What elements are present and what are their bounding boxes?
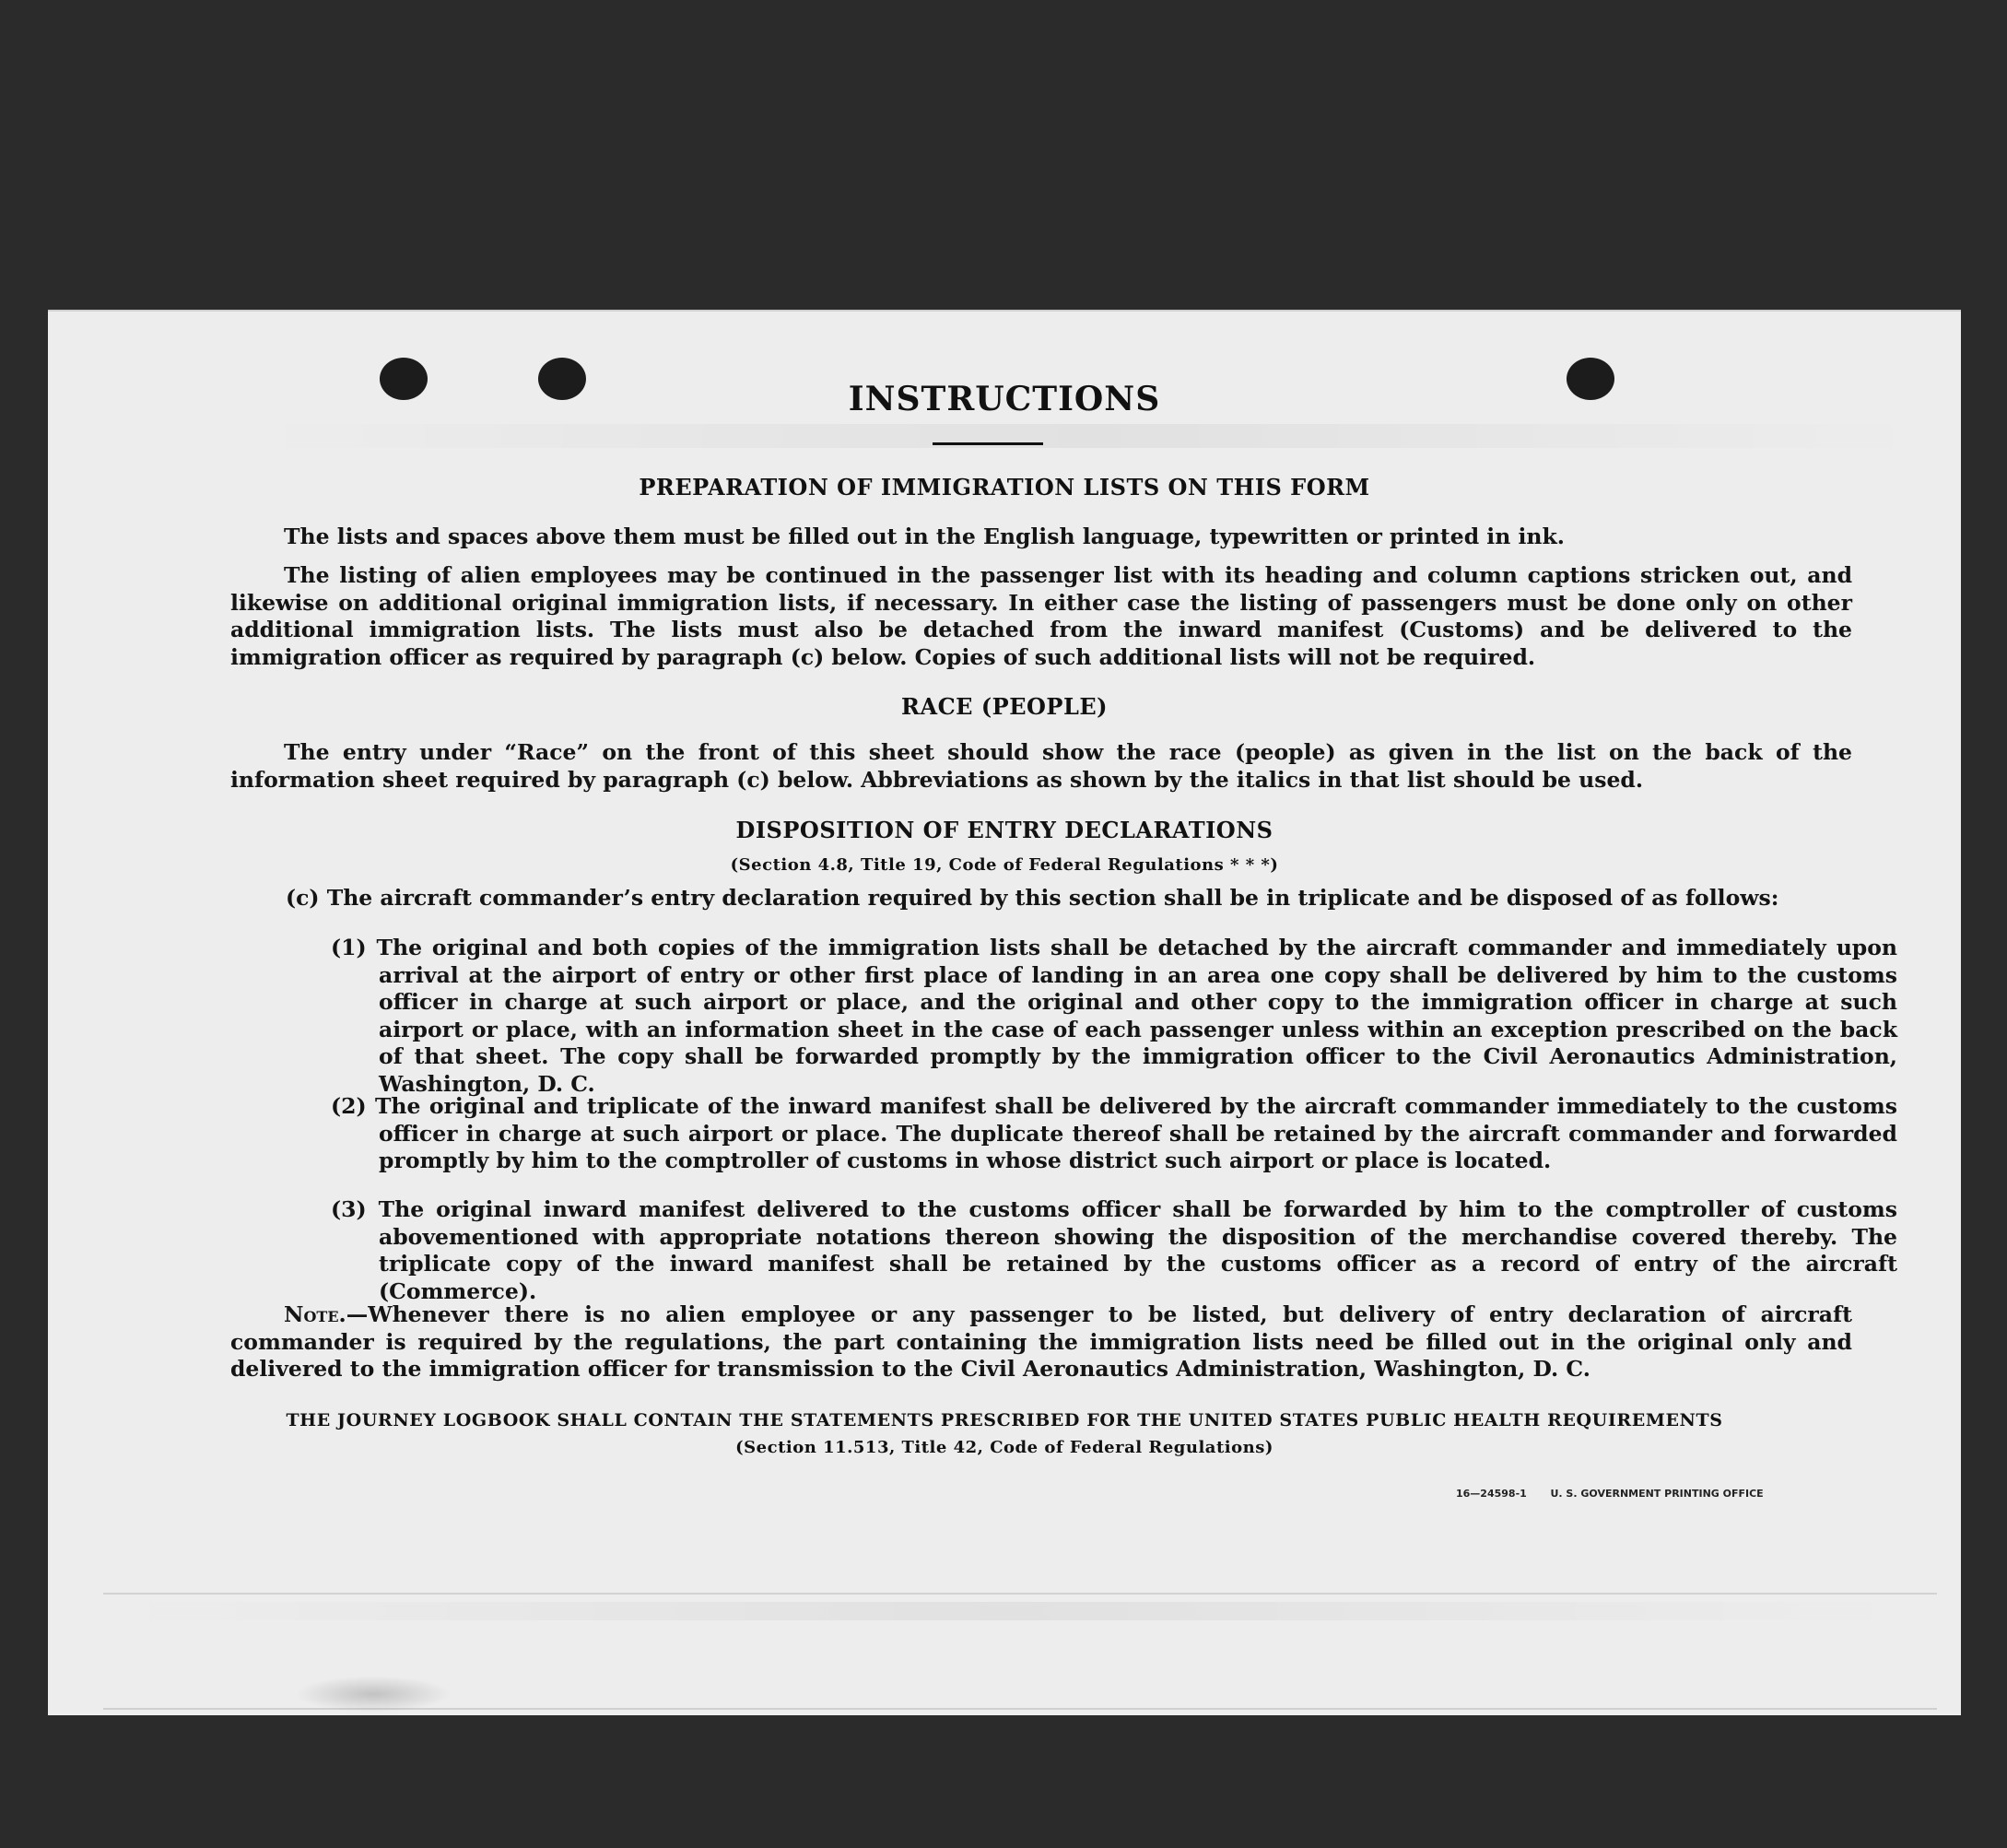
document-sheet (48, 310, 1961, 1715)
document-title: INSTRUCTIONS (848, 380, 1161, 418)
section-subheading-disposition: (Section 4.8, Title 19, Code of Federal Regulations * * *) (730, 855, 1279, 875)
note-text: —Whenever there is no alien employee or any passenger to be listed, but delivery of entry declaration of aircraft commander is required by the regulations, the part containing the immigration lists need be filled out in the original only and delivered to the immigration officer for transmission to the Civil Aeronautics Administration, Washington, D. C. (230, 1301, 1852, 1382)
disposition-item-3: (3) The original inward manifest delivered to the customs officer shall be forwarded by him to the comptroller of customs abovementioned with appropriate notations thereon showing the disposition of the merchandise covered thereby. The triplicate copy of the inward manifest shall be retained by the customs officer as a record of entry of the aircraft (Commerce). (331, 1196, 1897, 1304)
preparation-paragraph-2: The listing of alien employees may be continued in the passenger list with its heading and column captions stricken out, and likewise on additional original immigration lists, if necessary. In either case the listing of passengers must be done only on other additional immigration lists. The lists must also be detached from the inward manifest (Customs) and be delivered to the immigration officer as required by paragraph (c) below. Copies of such additional lists will not be required. (230, 562, 1852, 670)
section-heading-preparation: PREPARATION OF IMMIGRATION LISTS ON THIS FORM (639, 474, 1370, 500)
preparation-paragraph-1: The lists and spaces above them must be filled out in the English language, typewritten or printed in ink. (284, 524, 1565, 549)
printer-imprint: U. S. GOVERNMENT PRINTING OFFICE (1550, 1488, 1764, 1500)
disposition-item-1: (1) The original and both copies of the immigration lists shall be detached by the aircraft commander and immediately upon arrival at the airport of entry or other first place of landing in an area one copy shall be delivered by him to the customs officer in charge at such airport or place, and the original and other copy to the immigration officer in charge at such airport or place, with an information sheet in the case of each passenger unless within an exception prescribed on the back of that sheet. The copy shall be forwarded promptly by the immigration officer to the Civil Aeronautics Administration, Washington, D. C. (331, 935, 1897, 1097)
disposition-item-2: (2) The original and triplicate of the inward manifest shall be delivered by the aircraft commander immediately to the customs officer in charge at such airport or place. The duplicate thereof shall be retained by the aircraft commander and forwarded promptly by him to the comptroller of customs in whose district such airport or place is located. (331, 1093, 1897, 1173)
section-heading-disposition: DISPOSITION OF ENTRY DECLARATIONS (735, 817, 1273, 843)
closing-citation: (Section 11.513, Title 42, Code of Federal Regulations) (735, 1438, 1273, 1457)
note-paragraph (230, 1301, 1852, 1383)
race-paragraph: The entry under “Race” on the front of this sheet should show the race (people) as given in the list on the back of the information sheet required by paragraph (c) below. Abbreviations as shown by the italics in that list should be used. (230, 739, 1852, 793)
title-underline (933, 442, 1043, 445)
print-code: 16—24598-1 (1456, 1488, 1527, 1500)
closing-statement: THE JOURNEY LOGBOOK SHALL CONTAIN THE STATEMENTS PRESCRIBED FOR THE UNITED STATES PUBLIC HEALTH REQUIREMENTS (286, 1410, 1723, 1430)
bleed-through-band (112, 1602, 1909, 1620)
bleed-through-rule (103, 1593, 1937, 1595)
disposition-intro: (c) The aircraft commander’s entry declaration required by this section shall be in triplicate and be disposed of as follows: (286, 885, 1779, 911)
bleed-through-band (251, 424, 1928, 448)
print-code-line (1456, 1488, 1764, 1500)
paper-smudge (295, 1676, 452, 1713)
note-label: Note. (284, 1301, 346, 1327)
section-heading-race: RACE (PEOPLE) (901, 693, 1108, 720)
